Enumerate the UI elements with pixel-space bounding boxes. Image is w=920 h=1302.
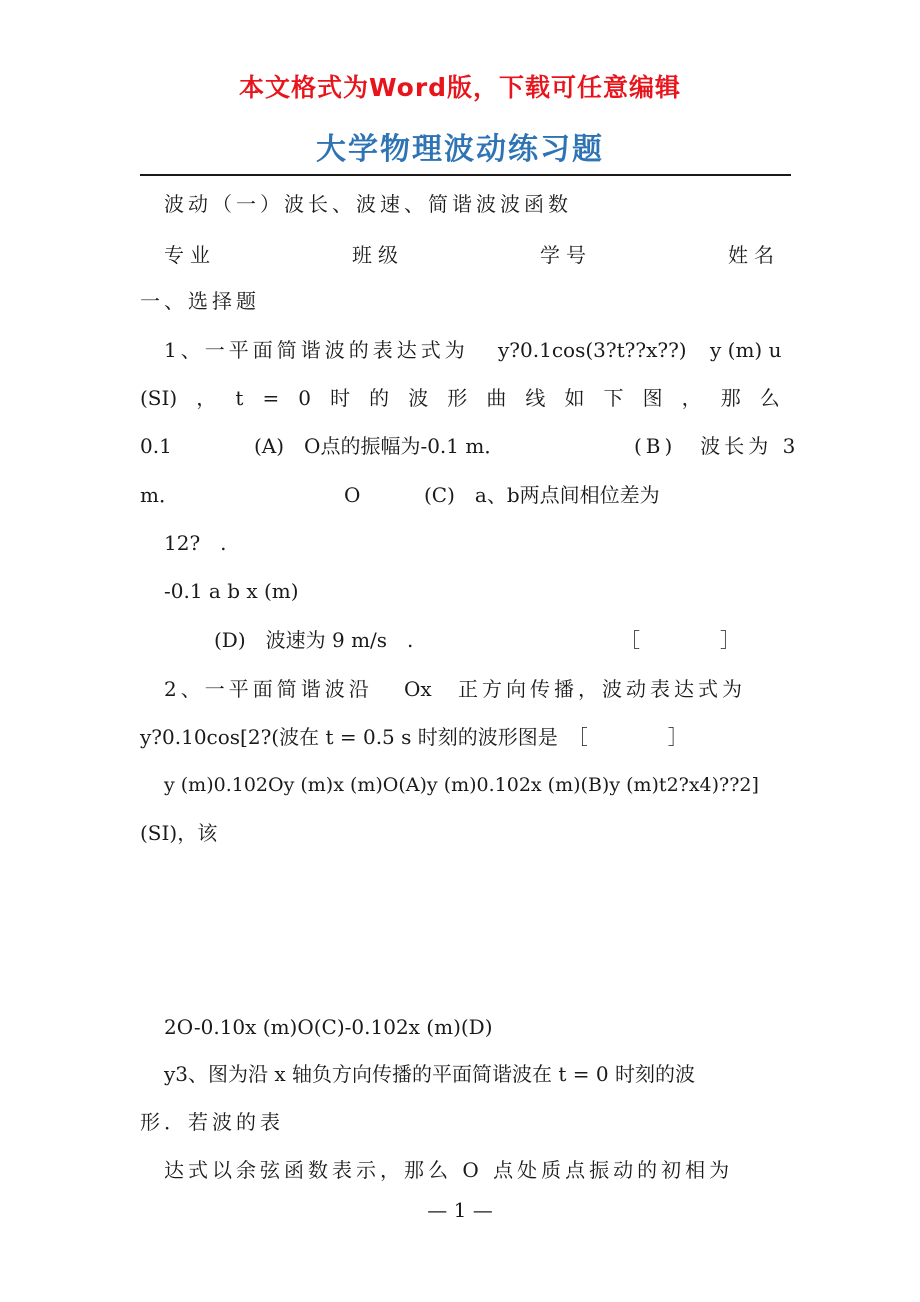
q2-line-1: 2、一平面简谐波沿 Ox 正方向传播，波动表达式为 — [164, 677, 746, 701]
q1-line-3: 0.1 (A) O点的振幅为-0.1 m． (B) 波长为 3 — [140, 434, 800, 458]
q1-line-2-token: 么 — [759, 386, 780, 410]
q2-line-2: y?0.10cos[2?(波在 t = 0.5 s 时刻的波形图是 ［ ］ — [140, 725, 688, 749]
q3-line-1: y3、图为沿 x 轴负方向传播的平面简谐波在 t = 0 时刻的波 — [164, 1062, 695, 1086]
q1-line-2-token: 那 — [720, 386, 741, 410]
q2-line-4: (SI)，该 — [140, 821, 218, 845]
q1-line-6: -0.1 a b x (m) — [164, 579, 299, 603]
document-title: 大学物理波动练习题 — [316, 132, 604, 167]
q1-line-2-token: ， — [196, 386, 217, 410]
field-class: 班级 — [352, 243, 404, 267]
q2-line-3: y (m)0.102Oy (m)x (m)O(A)y (m)0.102x (m)(B)y (m)t2?x4)??2] — [164, 774, 759, 796]
q1-line-2-token: 曲 — [486, 386, 507, 410]
q1-line-2-token: 线 — [525, 386, 546, 410]
q1-line-1: 1、一平面简谐波的表达式为 y?0.1cos(3?t??x??) y (m) u — [164, 338, 782, 362]
q1-line-2-token: 图 — [642, 386, 663, 410]
q1-line-2-token: 时 — [330, 386, 351, 410]
q1-line-2-token: ， — [681, 386, 702, 410]
q1-line-2 — [140, 384, 780, 412]
field-major: 专业 — [164, 243, 216, 267]
student-info-fields — [164, 239, 780, 268]
q1-line-2-token: 的 — [369, 386, 390, 410]
q1-line-2-token: (SI) — [140, 386, 178, 410]
field-name: 姓名 — [728, 243, 780, 267]
q1-line-2-token: 下 — [603, 386, 624, 410]
document-page: 本文格式为Word版，下载可任意编辑 大学物理波动练习题 波动（一）波长、波速、简谐波波函数 专业 班级 学号 姓名 一、选择题 1、一平面简谐波的表达式为 y?0.1cos(3?t??x??) y (m) u (SI) ， t = 0 时 的 波 形 曲 线 如 下 图 ， 那 么 0.1 (A) O点的振幅为-0.1 m． (B) 波长为 3 m． O (C) a、b两点间相位差为 12? . -0.1 a b x (m) (D) 波速为 9 m/s . ［ ］ 2、一平面简谐波沿 Ox 正方向传播，波动表达式为 y?0.10cos[2?(波在 t = 0.5 s 时刻的波形图是 ［ ］ y (m)0.102Oy (m)x (m)O(A)y (m)0.102x (m)(B)y (m)t2?x4)??2] (SI)，该 2O-0.10x (m)O(C)-0.102x (m)(D) y3、图为沿 x 轴负方向传播的平面简谐波在 t = 0 时刻的波 形．若波的表 达式以余弦函数表示，那么 O 点处质点振动的初相为 — 1 — — [0, 0, 920, 1302]
title-divider — [140, 174, 791, 176]
q1-line-2-token: 如 — [564, 386, 585, 410]
section-heading: 波动（一）波长、波速、简谐波波函数 — [164, 192, 572, 216]
q1-line-4: m． O (C) a、b两点间相位差为 — [140, 483, 660, 507]
q1-line-5: 12? . — [164, 531, 227, 555]
q1-line-2-token: 波 — [408, 386, 429, 410]
q2-line-5: 2O-0.10x (m)O(C)-0.102x (m)(D) — [164, 1015, 493, 1039]
format-banner: 本文格式为Word版，下载可任意编辑 — [238, 73, 682, 102]
q1-line-2-token: = — [262, 386, 280, 410]
q1-line-2-token: t — [235, 386, 244, 410]
q1-line-2-token: 形 — [447, 386, 468, 410]
q1-line-2-token: 0 — [298, 386, 312, 410]
q3-line-2: 形．若波的表 — [140, 1110, 284, 1134]
field-student-id: 学号 — [540, 243, 592, 267]
q3-line-3: 达式以余弦函数表示，那么 O 点处质点振动的初相为 — [164, 1158, 734, 1182]
part-heading: 一、选择题 — [140, 289, 260, 313]
page-number: — 1 — — [427, 1198, 493, 1222]
